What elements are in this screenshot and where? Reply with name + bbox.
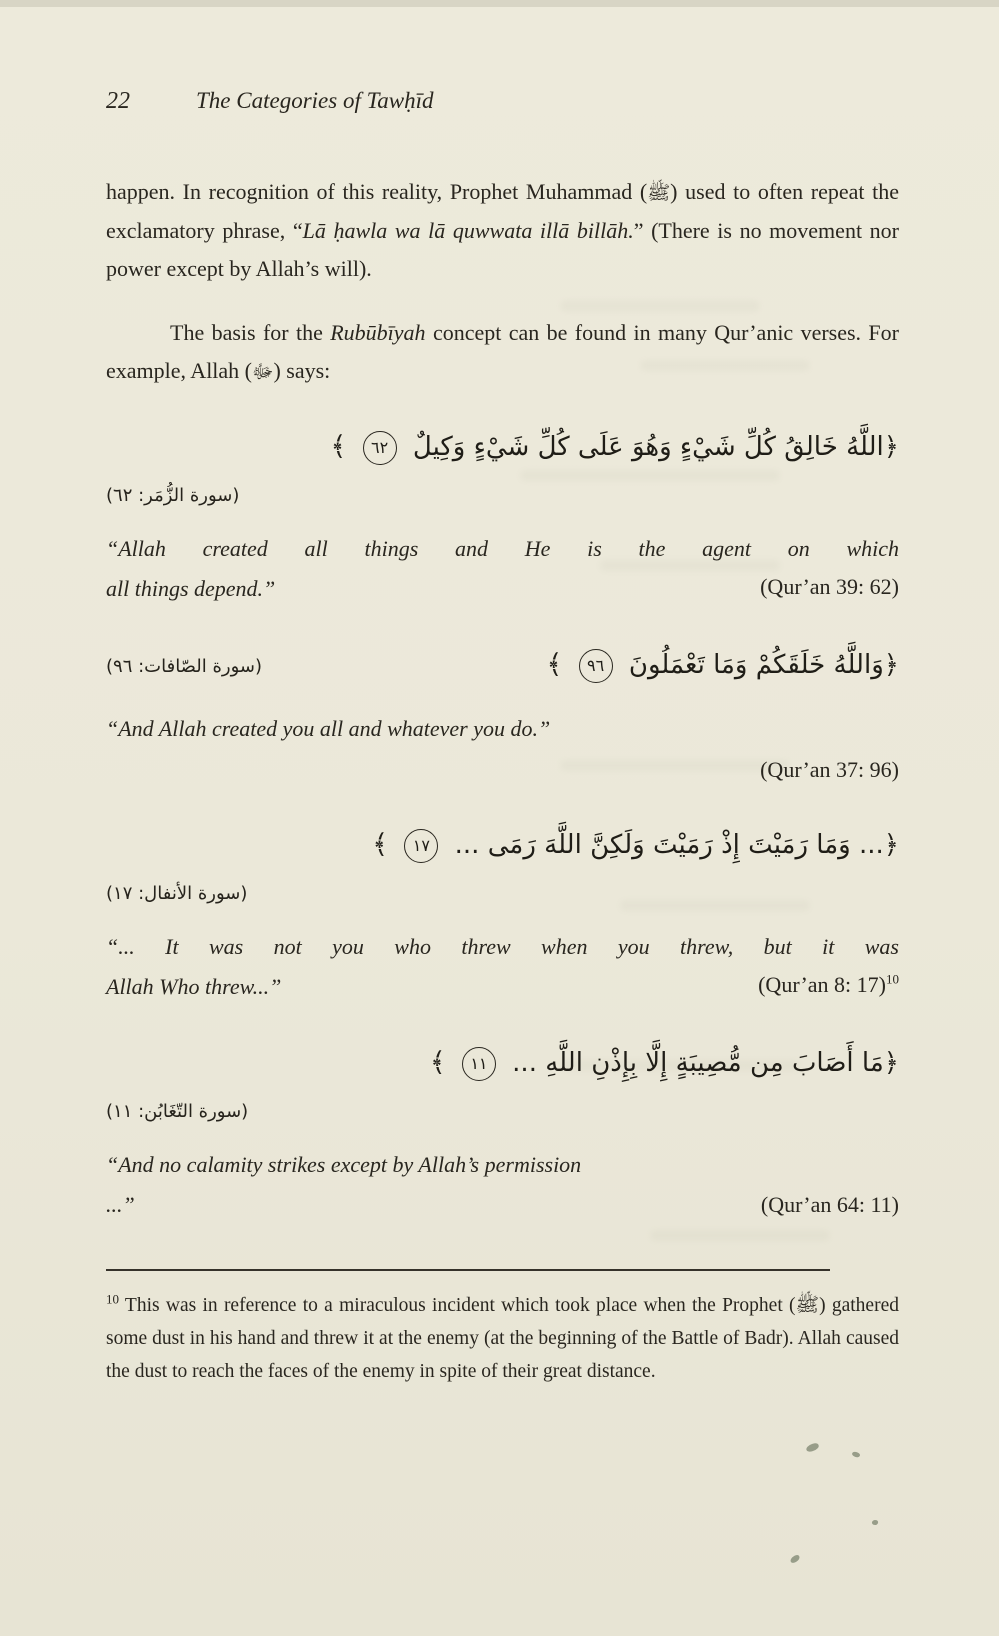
verse-translation	[106, 529, 899, 609]
translation-line: Allah Who threw...”	[106, 974, 282, 999]
chapter-title: The Categories of Tawḥīd	[196, 88, 434, 113]
ayah-text: ﴿مَا أَصَابَ مِن مُّصِيبَةٍ إِلَّا بِإِذْنِ اللَّهِ ...	[512, 1048, 899, 1078]
quran-verse-arabic	[547, 639, 899, 691]
quran-reference-text: (Qur’an 8: 17)	[758, 972, 886, 997]
transliterated-phrase: Lā ḥawla wa lā quwwata illā billāh.	[302, 218, 634, 243]
page-number: 22	[106, 88, 130, 114]
body-paragraph	[106, 173, 899, 288]
verse-translation	[106, 709, 899, 749]
quran-reference-line	[106, 751, 899, 789]
quran-verse-arabic	[106, 421, 899, 473]
quran-reference	[758, 965, 899, 1005]
translation-line: “Allah created all things and He is the agent on which	[106, 536, 899, 561]
ayah-text: ﴿... وَمَا رَمَيْتَ إِذْ رَمَيْتَ وَلَكِنَّ اللَّهَ رَمَى ...	[454, 830, 899, 860]
translation-last-line	[106, 1185, 899, 1225]
surah-citation: (سورة التّغَابُن: ١١)	[106, 1101, 249, 1122]
verse-translation	[106, 927, 899, 1007]
verse-source-line	[106, 1097, 899, 1123]
footnote-text: This was in reference to a miraculous incident which took place when the Prophet (ﷺ) gathered some dust in his hand and threw it at the enemy (at the beginning of the Battle of Badr). Allah caused the dust to reach the faces of the enemy in spite of their great distance.	[106, 1295, 899, 1382]
ayah-number-badge: ٩٦	[579, 649, 613, 683]
verse-end-ornament: ﴾	[429, 1047, 446, 1078]
quran-reference: (Qur’an 64: 11)	[760, 1192, 899, 1217]
quran-reference: (Qur’an 37: 96)	[760, 757, 899, 782]
verse-row	[106, 639, 899, 691]
ink-speck	[805, 1442, 820, 1453]
footnote	[106, 1289, 899, 1388]
body-paragraph	[106, 314, 899, 391]
ayah-text: ﴿اللَّهُ خَالِقُ كُلِّ شَيْءٍ وَهُوَ عَلَى كُلِّ شَيْءٍ وَكِيلٌ	[412, 432, 899, 462]
quran-verse-arabic	[106, 1037, 899, 1089]
translation-line: all things depend.”	[106, 576, 276, 601]
ayah-number-badge: ١٧	[404, 829, 438, 863]
paragraph-text: ) says:	[273, 358, 331, 383]
translation-line: ...”	[106, 1192, 135, 1217]
ayah-number-badge: ٦٢	[363, 431, 397, 465]
ink-speck	[789, 1554, 801, 1564]
verse-end-ornament: ﴾	[372, 829, 389, 860]
ayah-number-badge: ١١	[462, 1047, 496, 1081]
verse-end-ornament: ﴾	[330, 431, 347, 462]
quran-reference: (Qur’an 39: 62)	[760, 574, 899, 599]
quran-verse-arabic	[106, 819, 899, 871]
ink-speck	[851, 1451, 860, 1459]
jalla-jalaluhu-symbol: ﷻ	[252, 361, 274, 383]
running-header	[106, 88, 899, 115]
translation-line: “... It was not you who threw when you threw, but it was	[106, 934, 899, 959]
footnote-marker: 10	[106, 1291, 119, 1307]
verse-source-line	[106, 879, 899, 905]
verse-end-ornament: ﴾	[546, 649, 563, 680]
ink-speck	[872, 1520, 879, 1526]
term-rububiyah: Rubūbīyah	[330, 320, 426, 345]
paragraph-text: concept can be found in many Qur’anic verses. For example, Allah (	[106, 320, 899, 383]
surah-citation: (سورة الزُّمَر: ٦٢)	[106, 485, 240, 506]
pbuh-symbol: ﷺ	[647, 182, 671, 204]
paragraph-text: ” (There is no movement nor power except by Allah’s will).	[106, 218, 899, 281]
surah-citation: (سورة الصّافات: ٩٦)	[106, 656, 263, 677]
footnote-separator	[106, 1269, 830, 1271]
ayah-text: ﴿وَاللَّهُ خَلَقَكُمْ وَمَا تَعْمَلُونَ	[628, 650, 899, 680]
translation-line: “And Allah created you all and whatever you do.”	[106, 716, 551, 741]
verse-source-line	[106, 481, 899, 507]
translation-line: “And no calamity strikes except by Allah’s permission	[106, 1152, 582, 1177]
paragraph-text: happen. In recognition of this reality, Prophet Muhammad (	[106, 179, 648, 204]
verse-source-line	[106, 652, 262, 678]
footnote-marker-ref: 10	[886, 971, 899, 987]
paragraph-text: The basis for the	[170, 320, 331, 345]
verse-translation	[106, 1145, 899, 1225]
surah-citation: (سورة الأنفال: ١٧)	[106, 883, 248, 904]
paragraph-text: ) used to often repeat the exclamatory phrase, “	[106, 179, 900, 243]
